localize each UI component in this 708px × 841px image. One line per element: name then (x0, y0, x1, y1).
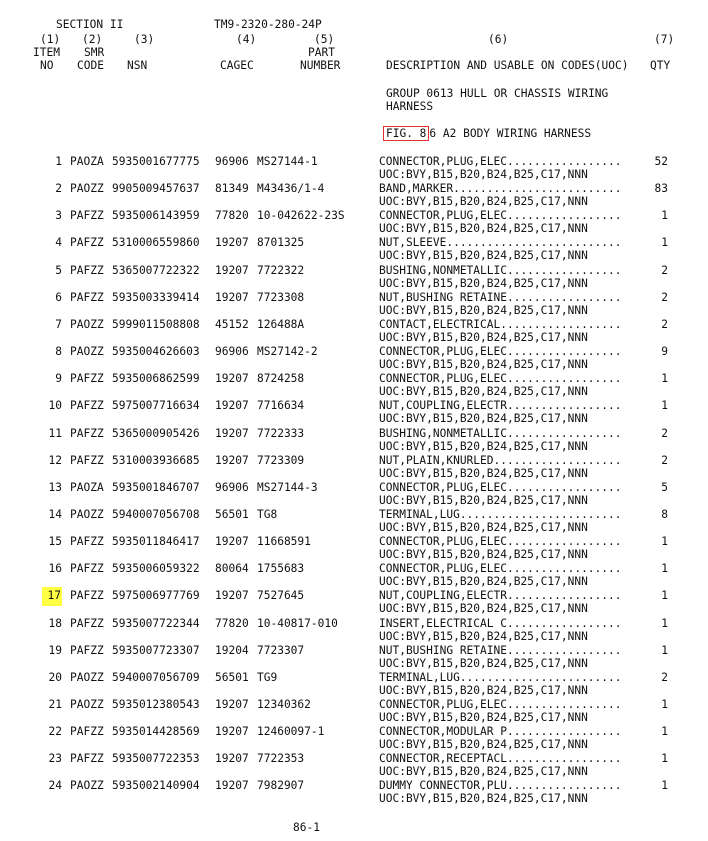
smr-code: PAOZZ (70, 779, 104, 793)
nsn: 5940007056708 (112, 507, 200, 521)
figure-title-text: 6 A2 BODY WIRING HARNESS (429, 127, 592, 140)
smr-code: PAFZZ (70, 372, 104, 386)
part-number: TG8 (257, 507, 278, 521)
item-number: 7 (55, 317, 62, 331)
usable-on-codes: UOC:BVY,B15,B20,B24,B25,C17,NNN (379, 711, 588, 724)
col-header-number: NUMBER (300, 59, 341, 72)
item-number: 12 (48, 453, 62, 467)
table-row (0, 345, 708, 372)
col-num-1: (1) (40, 33, 61, 46)
usable-on-codes: UOC:BVY,B15,B20,B24,B25,C17,NNN (379, 738, 588, 752)
description: INSERT,ELECTRICAL C................. (379, 616, 622, 630)
table-row (0, 264, 708, 291)
item-number: 15 (48, 535, 62, 549)
highlight-marker: 17 (42, 587, 62, 606)
item-number: 2 (55, 182, 62, 196)
quantity: 1 (661, 752, 668, 766)
part-number: 11668591 (257, 535, 311, 549)
part-number: 8724258 (257, 372, 305, 386)
description: TERMINAL,LUG........................ (379, 670, 622, 684)
item-number: 19 (48, 643, 62, 657)
usable-on-codes: UOC:BVY,B15,B20,B24,B25,C17,NNN (379, 765, 588, 779)
nsn: 5935006862599 (112, 372, 200, 386)
cage-code: 19204 (215, 643, 249, 657)
nsn: 5935007723307 (112, 643, 200, 657)
item-number: 20 (48, 670, 62, 684)
item-number: 6 (55, 290, 62, 304)
description: BUSHING,NONMETALLIC................. (379, 426, 622, 440)
item-number: 4 (55, 236, 62, 250)
item-number: 23 (48, 752, 62, 766)
cage-code: 19207 (215, 535, 249, 549)
part-number: 7982907 (257, 779, 305, 793)
part-number: 12340362 (257, 698, 311, 711)
table-row (0, 182, 708, 209)
cage-code: 19207 (215, 372, 249, 386)
table-row (0, 155, 708, 182)
nsn: 5940007056709 (112, 670, 200, 684)
table-row (0, 508, 708, 535)
smr-code: PAFZZ (70, 209, 104, 223)
table-row (0, 752, 708, 779)
col-header-code: CODE (77, 59, 104, 72)
nsn: 5310006559860 (112, 236, 200, 250)
quantity: 1 (661, 399, 668, 413)
page-number: 86-1 (293, 821, 320, 834)
table-row (0, 454, 708, 481)
nsn: 5310003936685 (112, 453, 200, 467)
col-header-qty: QTY (650, 59, 671, 72)
part-number: MS27142-2 (257, 345, 318, 359)
section-label: SECTION II (56, 18, 124, 31)
table-row (0, 372, 708, 399)
description: CONNECTOR,PLUG,ELEC................. (379, 345, 622, 359)
table-row (0, 318, 708, 345)
quantity: 1 (661, 209, 668, 223)
description: CONNECTOR,RECEPTACL................. (379, 752, 622, 766)
cage-code: 19207 (215, 426, 249, 440)
cage-code: 19207 (215, 589, 249, 603)
usable-on-codes: UOC:BVY,B15,B20,B24,B25,C17,NNN (379, 493, 588, 507)
usable-on-codes: UOC:BVY,B15,B20,B24,B25,C17,NNN (379, 195, 588, 209)
cage-code: 96906 (215, 480, 249, 494)
part-number: 7722322 (257, 263, 305, 277)
nsn: 5935006143959 (112, 209, 200, 223)
part-number: 8701325 (257, 236, 305, 250)
description: TERMINAL,LUG........................ (379, 507, 622, 521)
description: CONNECTOR,PLUG,ELEC................. (379, 155, 622, 168)
smr-code: PAOZZ (70, 507, 104, 521)
item-number: 5 (55, 263, 62, 277)
smr-code: PAFZZ (70, 290, 104, 304)
cage-code: 19207 (215, 698, 249, 711)
item-number: 11 (48, 426, 62, 440)
cage-code: 19207 (215, 399, 249, 413)
usable-on-codes: UOC:BVY,B15,B20,B24,B25,C17,NNN (379, 575, 588, 589)
table-row (0, 291, 708, 318)
smr-code: PAFZZ (70, 453, 104, 467)
part-number: MS27144-3 (257, 480, 318, 494)
table-row (0, 535, 708, 562)
quantity: 1 (661, 372, 668, 386)
usable-on-codes: UOC:BVY,B15,B20,B24,B25,C17,NNN (379, 629, 588, 643)
nsn: 5935001677775 (112, 155, 200, 168)
description: NUT,BUSHING RETAINE................. (379, 290, 622, 304)
part-number: 1755683 (257, 562, 305, 576)
smr-code: PAFZZ (70, 263, 104, 277)
cage-code: 56501 (215, 670, 249, 684)
nsn: 5935012380543 (112, 698, 200, 711)
item-number: 22 (48, 725, 62, 739)
usable-on-codes: UOC:BVY,B15,B20,B24,B25,C17,NNN (379, 249, 588, 263)
quantity: 83 (654, 182, 668, 196)
col-header-nsn: NSN (127, 59, 148, 72)
cage-code: 19207 (215, 779, 249, 793)
description: DUMMY CONNECTOR,PLU................. (379, 779, 622, 793)
nsn: 5935006059322 (112, 562, 200, 576)
table-row (0, 236, 708, 263)
nsn: 5365000905426 (112, 426, 200, 440)
part-number: TG9 (257, 670, 278, 684)
nsn: 5935001846707 (112, 480, 200, 494)
table-row (0, 698, 708, 725)
smr-code: PAFZZ (70, 236, 104, 250)
quantity: 1 (661, 698, 668, 711)
nsn: 5365007722322 (112, 263, 200, 277)
usable-on-codes: UOC:BVY,B15,B20,B24,B25,C17,NNN (379, 548, 588, 562)
part-number: 12460097-1 (257, 725, 325, 739)
quantity: 2 (661, 317, 668, 331)
col-header-no: NO (40, 59, 54, 72)
table-row (0, 399, 708, 426)
cage-code: 19207 (215, 236, 249, 250)
cage-code: 56501 (215, 507, 249, 521)
table-row (0, 562, 708, 589)
usable-on-codes: UOC:BVY,B15,B20,B24,B25,C17,NNN (379, 385, 588, 399)
usable-on-codes: UOC:BVY,B15,B20,B24,B25,C17,NNN (379, 792, 588, 806)
cage-code: 96906 (215, 345, 249, 359)
smr-code: PAOZZ (70, 698, 104, 711)
group-title: GROUP 0613 HULL OR CHASSIS WIRING (386, 87, 609, 100)
part-number: 10-042622-23S (257, 209, 345, 223)
part-number: 7723309 (257, 453, 305, 467)
col-num-7: (7) (654, 33, 675, 46)
part-number: 7722333 (257, 426, 305, 440)
quantity: 1 (661, 535, 668, 549)
quantity: 5 (661, 480, 668, 494)
group-title-cont: HARNESS (386, 100, 434, 113)
part-number: 7527645 (257, 589, 305, 603)
item-number (30, 589, 62, 602)
smr-code: PAOZZ (70, 317, 104, 331)
nsn: 5999011508808 (112, 317, 200, 331)
nsn: 5975006977769 (112, 589, 200, 603)
nsn: 5935004626603 (112, 345, 200, 359)
item-number: 1 (55, 155, 62, 168)
cage-code: 19207 (215, 725, 249, 739)
quantity: 2 (661, 426, 668, 440)
item-number: 3 (55, 209, 62, 223)
smr-code: PAOZZ (70, 345, 104, 359)
col-num-6: (6) (488, 33, 509, 46)
table-row (0, 725, 708, 752)
usable-on-codes: UOC:BVY,B15,B20,B24,B25,C17,NNN (379, 412, 588, 426)
item-number: 8 (55, 345, 62, 359)
quantity: 2 (661, 263, 668, 277)
description: BAND,MARKER......................... (379, 182, 622, 196)
col-num-2: (2) (82, 33, 103, 46)
cage-code: 77820 (215, 616, 249, 630)
smr-code: PAFZZ (70, 562, 104, 576)
quantity: 8 (661, 507, 668, 521)
description: CONTACT,ELECTRICAL.................. (379, 317, 622, 331)
quantity: 2 (661, 290, 668, 304)
quantity: 9 (661, 345, 668, 359)
part-number: MS27144-1 (257, 155, 318, 168)
col-header-smr: SMR (84, 46, 105, 59)
item-number: 9 (55, 372, 62, 386)
description: CONNECTOR,PLUG,ELEC................. (379, 209, 622, 223)
col-header-description: DESCRIPTION AND USABLE ON CODES(UOC) (386, 59, 629, 72)
description: NUT,COUPLING,ELECTR................. (379, 399, 622, 413)
item-number: 14 (48, 507, 62, 521)
smr-code: PAFZZ (70, 643, 104, 657)
part-number: 7723308 (257, 290, 305, 304)
col-num-3: (3) (134, 33, 155, 46)
quantity: 2 (661, 670, 668, 684)
cage-code: 45152 (215, 317, 249, 331)
description: NUT,BUSHING RETAINE................. (379, 643, 622, 657)
smr-code: PAFZZ (70, 426, 104, 440)
nsn: 5935002140904 (112, 779, 200, 793)
usable-on-codes: UOC:BVY,B15,B20,B24,B25,C17,NNN (379, 602, 588, 616)
description: NUT,COUPLING,ELECTR................. (379, 589, 622, 603)
usable-on-codes: UOC:BVY,B15,B20,B24,B25,C17,NNN (379, 466, 588, 480)
smr-code: PAOZA (70, 480, 104, 494)
cage-code: 19207 (215, 453, 249, 467)
col-header-part: PART (308, 46, 335, 59)
item-number: 18 (48, 616, 62, 630)
usable-on-codes: UOC:BVY,B15,B20,B24,B25,C17,NNN (379, 656, 588, 670)
nsn: 5935007722353 (112, 752, 200, 766)
smr-code: PAFZZ (70, 616, 104, 630)
quantity: 1 (661, 725, 668, 739)
description: BUSHING,NONMETALLIC................. (379, 263, 622, 277)
table-row (0, 209, 708, 236)
cage-code: 77820 (215, 209, 249, 223)
table-row (0, 481, 708, 508)
description: CONNECTOR,PLUG,ELEC................. (379, 562, 622, 576)
table-row (0, 617, 708, 644)
description: CONNECTOR,PLUG,ELEC................. (379, 372, 622, 386)
figure-link[interactable]: FIG. 8 (383, 126, 429, 141)
quantity: 52 (654, 155, 668, 168)
col-num-4: (4) (236, 33, 257, 46)
description: CONNECTOR,PLUG,ELEC................. (379, 535, 622, 549)
nsn: 5935014428569 (112, 725, 200, 739)
nsn: 5935011846417 (112, 535, 200, 549)
quantity: 1 (661, 236, 668, 250)
quantity: 1 (661, 643, 668, 657)
cage-code: 96906 (215, 155, 249, 168)
description: NUT,PLAIN,KNURLED................... (379, 453, 622, 467)
nsn: 5935007722344 (112, 616, 200, 630)
description: CONNECTOR,PLUG,ELEC................. (379, 480, 622, 494)
tm-number: TM9-2320-280-24P (214, 18, 322, 31)
smr-code: PAFZZ (70, 535, 104, 549)
smr-code: PAOZA (70, 155, 104, 168)
usable-on-codes: UOC:BVY,B15,B20,B24,B25,C17,NNN (379, 168, 588, 181)
part-number: 10-40817-010 (257, 616, 338, 630)
col-header-item: ITEM (33, 46, 60, 59)
col-num-5: (5) (314, 33, 335, 46)
description: CONNECTOR,PLUG,ELEC................. (379, 698, 622, 711)
cage-code: 80064 (215, 562, 249, 576)
usable-on-codes: UOC:BVY,B15,B20,B24,B25,C17,NNN (379, 683, 588, 697)
smr-code: PAFZZ (70, 725, 104, 739)
table-row (0, 644, 708, 671)
item-number: 13 (48, 480, 62, 494)
cage-code: 81349 (215, 182, 249, 196)
quantity: 1 (661, 779, 668, 793)
item-number: 21 (48, 698, 62, 711)
col-header-cagec: CAGEC (220, 59, 254, 72)
smr-code: PAOZZ (70, 182, 104, 196)
part-number: 7722353 (257, 752, 305, 766)
part-number: 7723307 (257, 643, 305, 657)
item-number: 24 (48, 779, 62, 793)
usable-on-codes: UOC:BVY,B15,B20,B24,B25,C17,NNN (379, 520, 588, 534)
usable-on-codes: UOC:BVY,B15,B20,B24,B25,C17,NNN (379, 330, 588, 344)
usable-on-codes: UOC:BVY,B15,B20,B24,B25,C17,NNN (379, 222, 588, 236)
part-number: 7716634 (257, 399, 305, 413)
quantity: 1 (661, 616, 668, 630)
cage-code: 19207 (215, 752, 249, 766)
part-number: 126488A (257, 317, 305, 331)
smr-code: PAOZZ (70, 670, 104, 684)
usable-on-codes: UOC:BVY,B15,B20,B24,B25,C17,NNN (379, 276, 588, 290)
nsn: 5975007716634 (112, 399, 200, 413)
table-row (0, 427, 708, 454)
smr-code: PAFZZ (70, 752, 104, 766)
nsn: 9905009457637 (112, 182, 200, 196)
description: NUT,SLEEVE.......................... (379, 236, 622, 250)
nsn: 5935003339414 (112, 290, 200, 304)
item-number: 10 (48, 399, 62, 413)
quantity: 2 (661, 453, 668, 467)
smr-code: PAFZZ (70, 399, 104, 413)
quantity: 1 (661, 562, 668, 576)
usable-on-codes: UOC:BVY,B15,B20,B24,B25,C17,NNN (379, 439, 588, 453)
table-row (0, 779, 708, 806)
cage-code: 19207 (215, 263, 249, 277)
table-row (0, 671, 708, 698)
quantity: 1 (661, 589, 668, 603)
usable-on-codes: UOC:BVY,B15,B20,B24,B25,C17,NNN (379, 358, 588, 372)
smr-code: PAFZZ (70, 589, 104, 603)
table-row (0, 589, 708, 616)
part-number: M43436/1-4 (257, 182, 325, 196)
cage-code: 19207 (215, 290, 249, 304)
usable-on-codes: UOC:BVY,B15,B20,B24,B25,C17,NNN (379, 303, 588, 317)
item-number: 16 (48, 562, 62, 576)
description: CONNECTOR,MODULAR P................. (379, 725, 622, 739)
